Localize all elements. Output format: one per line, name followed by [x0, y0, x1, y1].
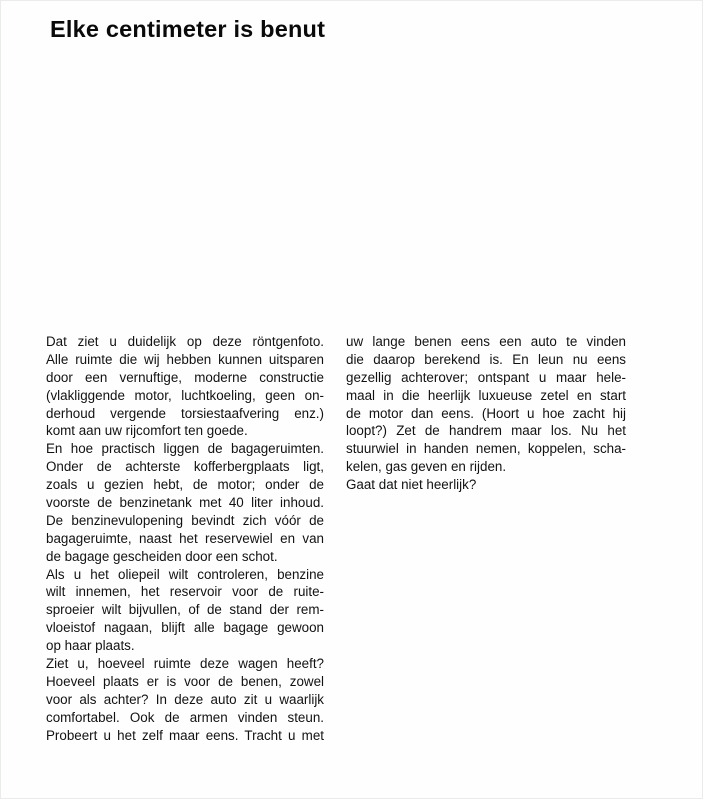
- text-line: de motor dan eens. (Hoort u hoe zacht hij: [346, 405, 626, 421]
- text-line: Ziet u, hoeveel ruimte deze wagen heeft?: [46, 656, 324, 672]
- text-line: die daarop berekend is. En leun nu eens: [346, 351, 626, 367]
- text-line: door een vernuftige, moderne constructie: [46, 369, 324, 385]
- text-line: Als u het oliepeil wilt controleren, benzine: [46, 566, 324, 582]
- text-line: Gaat dat niet heerlijk?: [346, 477, 477, 493]
- text-line: voor als achter? In deze auto zit u waarlijk: [46, 691, 324, 707]
- text-line: Hoeveel plaats er is voor de benen, zowel: [46, 673, 324, 689]
- text-line: wilt innemen, het reservoir voor de ruite-: [46, 584, 324, 600]
- text-line: Onder de achterste kofferbergplaats ligt,: [46, 459, 324, 475]
- text-line: derhoud vergende torsiestaafvering enz.): [46, 405, 324, 421]
- text-line: maal in die heerlijk luxueuse zetel en start: [346, 387, 626, 403]
- text-column-left: [46, 333, 324, 744]
- text-line: zoals u gezien hebt, de motor; onder de: [46, 477, 324, 493]
- text-line: gezellig achterover; ontspant u maar hele-: [346, 369, 626, 385]
- text-line: comfortabel. Ook de armen vinden steun.: [46, 709, 324, 725]
- text-line: voorste de benzinetank met 40 liter inhoud.: [46, 495, 324, 511]
- text-line: loopt?) Zet de handrem maar los. Nu het: [346, 423, 626, 439]
- page-title: Elke centimeter is benut: [50, 16, 326, 42]
- text-line: uw lange benen eens een auto te vinden: [346, 334, 626, 349]
- text-line: sproeier wilt bijvullen, of de stand der rem-: [46, 602, 324, 618]
- text-line: komt aan uw rijcomfort ten goede.: [46, 423, 248, 439]
- text-line: stuurwiel in handen nemen, koppelen, scha-: [346, 441, 626, 457]
- text-line: op haar plaats.: [46, 638, 135, 654]
- text-column-right: [346, 333, 626, 494]
- text-line: Probeert u het zelf maar eens. Tracht u met: [46, 727, 324, 743]
- text-line: kelen, gas geven en rijden.: [346, 459, 507, 475]
- text-line: Alle ruimte die wij hebben kunnen uitsparen: [46, 351, 324, 367]
- text-line: bagageruimte, naast het reservewiel en van: [46, 530, 324, 546]
- text-line: (vlakliggende motor, luchtkoeling, geen on-: [46, 387, 324, 403]
- text-line: vloeistof nagaan, blijft alle bagage gewoon: [46, 620, 324, 636]
- text-line: En hoe practisch liggen de bagageruimten.: [46, 441, 324, 457]
- text-line: De benzinevulopening bevindt zich vóór de: [46, 512, 324, 528]
- text-line: Dat ziet u duidelijk op deze röntgenfoto.: [46, 334, 324, 349]
- text-line: de bagage gescheiden door een schot.: [46, 548, 278, 564]
